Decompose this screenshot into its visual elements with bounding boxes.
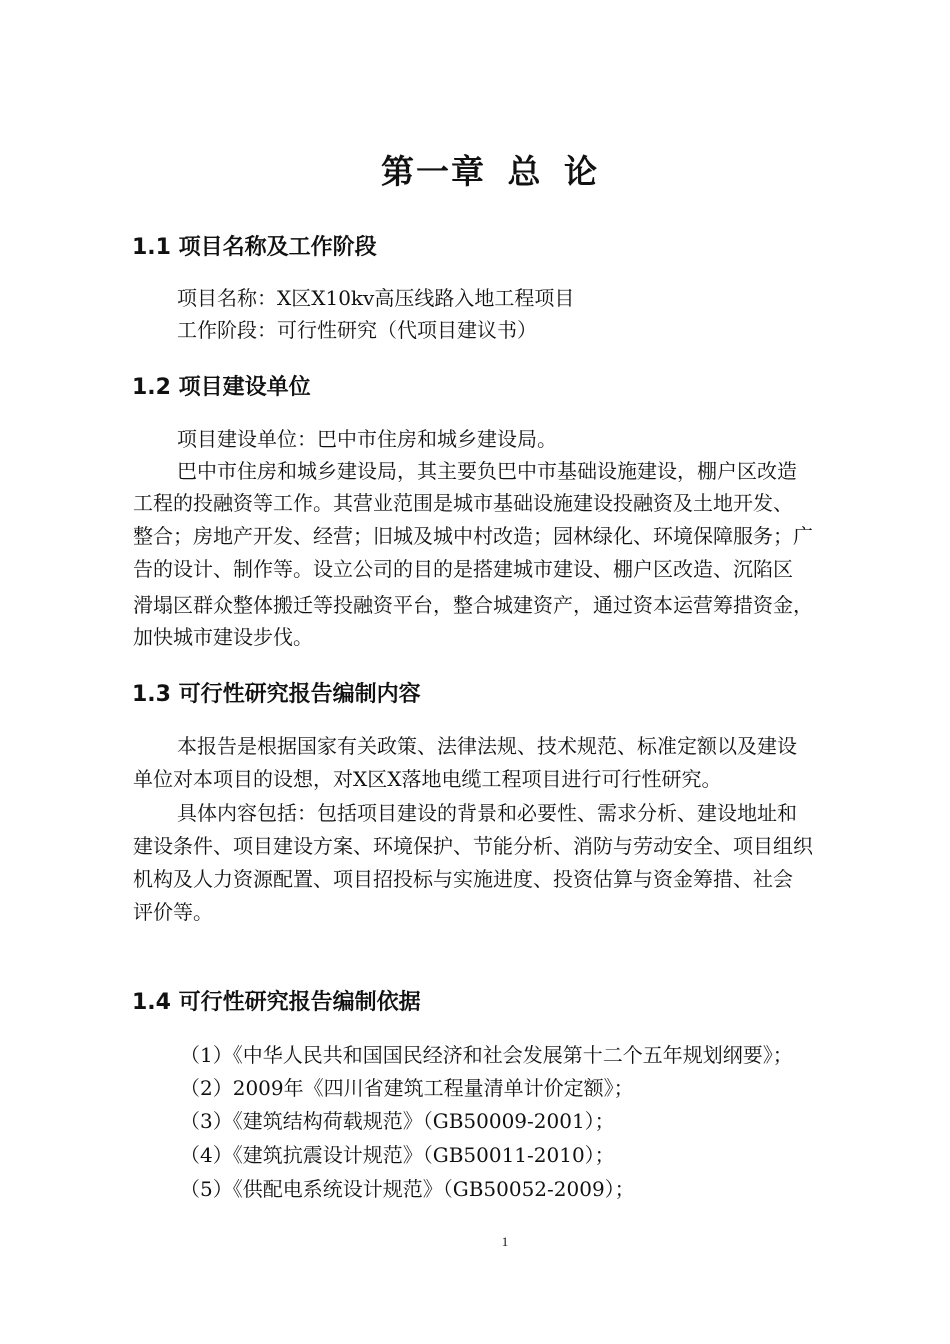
reference-item: （3）《建筑结构荷载规范》（GB50009-2001）； [180,1109,615,1133]
section-heading-1-3: 1.3 可行性研究报告编制内容 [132,682,421,707]
paragraph-line: 工程的投融资等工作。其营业范围是城市基础设施建设投融资及土地开发、 [133,491,793,515]
reference-item: （2）2009年《四川省建筑工程量清单计价定额》； [180,1076,634,1100]
chapter-title: 第一章 总 论 [381,152,599,191]
reference-item: （5）《供配电系统设计规范》（GB50052-2009）； [180,1177,635,1201]
paragraph-line: 巴中市住房和城乡建设局，其主要负巴中市基础设施建设，棚户区改造 [177,459,797,483]
paragraph-line: 项目名称：X区X10kv高压线路入地工程项目 [177,286,575,310]
paragraph-line: 工作阶段：可行性研究（代项目建议书） [177,318,537,342]
paragraph-line: 滑塌区群众整体搬迁等投融资平台，整合城建资产，通过资本运营筹措资金， [133,593,813,617]
section-heading-1-1: 1.1 项目名称及工作阶段 [132,235,377,260]
paragraph-line: 本报告是根据国家有关政策、法律法规、技术规范、标准定额以及建设 [177,734,797,758]
section-heading-1-4: 1.4 可行性研究报告编制依据 [132,990,421,1015]
section-heading-1-2: 1.2 项目建设单位 [132,375,311,400]
paragraph-line: 告的设计、制作等。设立公司的目的是搭建城市建设、棚户区改造、沉陷区 [133,557,793,581]
paragraph-line: 整合；房地产开发、经营；旧城及城中村改造；园林绿化、环境保障服务；广 [133,524,813,548]
paragraph-line: 加快城市建设步伐。 [133,625,313,649]
paragraph-line: 建设条件、项目建设方案、环境保护、节能分析、消防与劳动安全、项目组织 [133,834,813,858]
paragraph-line: 单位对本项目的设想，对X区X落地电缆工程项目进行可行性研究。 [133,767,722,791]
reference-item: （1）《中华人民共和国国民经济和社会发展第十二个五年规划纲要》； [180,1043,793,1067]
paragraph-line: 项目建设单位：巴中市住房和城乡建设局。 [177,427,557,451]
reference-item: （4）《建筑抗震设计规范》（GB50011-2010）； [180,1143,615,1167]
paragraph-line: 具体内容包括：包括项目建设的背景和必要性、需求分析、建设地址和 [177,801,797,825]
paragraph-line: 评价等。 [133,900,213,924]
paragraph-line: 机构及人力资源配置、项目招投标与实施进度、投资估算与资金筹措、社会 [133,867,793,891]
page-number: 1 [501,1234,509,1249]
